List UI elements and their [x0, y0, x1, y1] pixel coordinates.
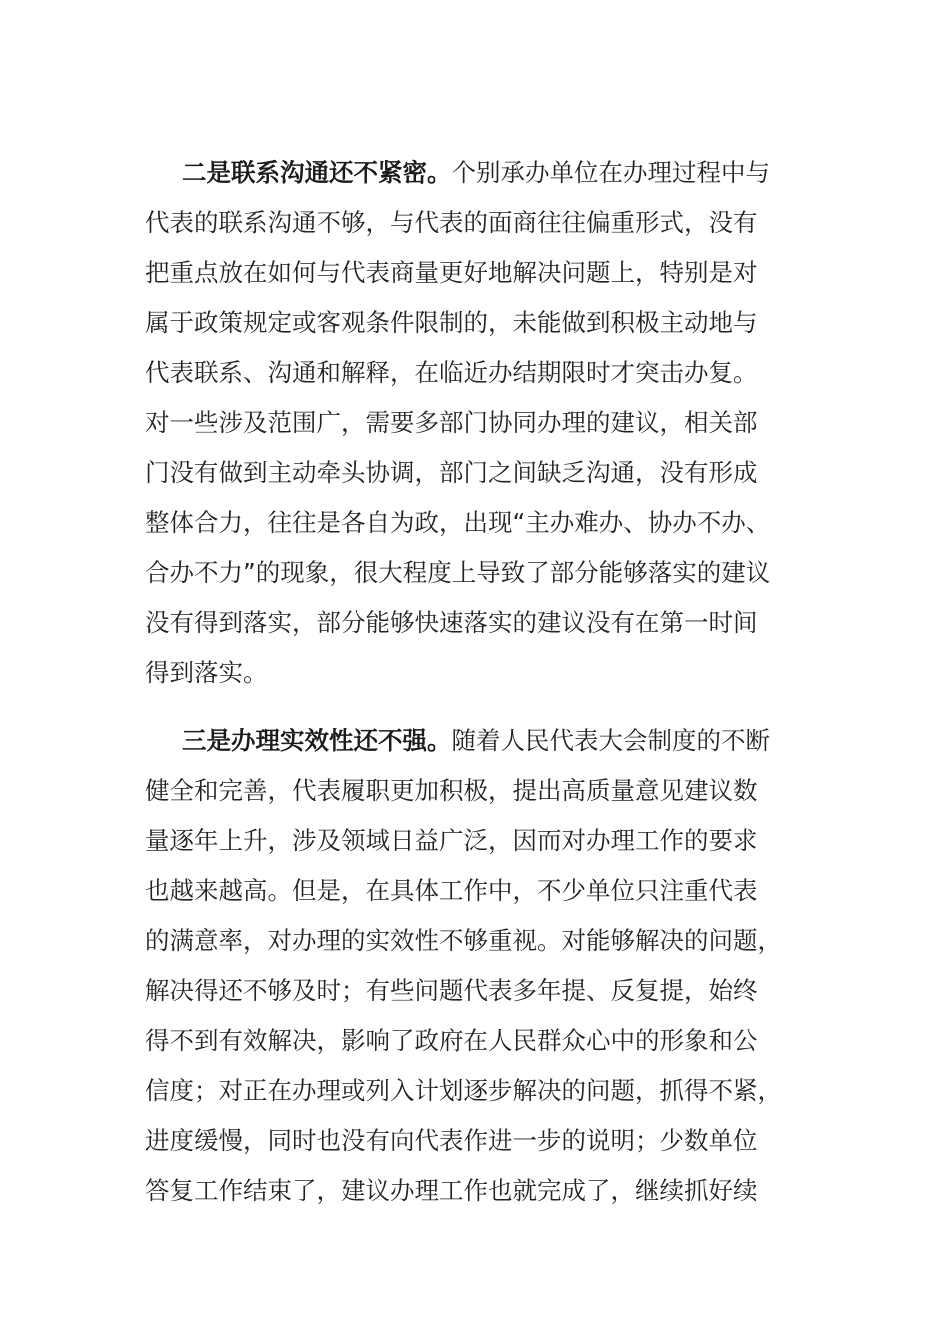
- text-line: 属于政策规定或客观条件限制的，未能做到积极主动地与: [145, 308, 758, 337]
- text-line: 得到落实。: [145, 658, 268, 687]
- text-line: 整体合力，往往是各自为政，出现“主办难办、协办不办、: [145, 508, 771, 537]
- text-line: 解决得还不够及时；有些问题代表多年提、反复提，始终: [145, 976, 758, 1005]
- text-line: 合办不力”的现象，很大程度上导致了部分能够落实的建议: [145, 558, 771, 587]
- line-text: 个别承办单位在办理过程中与: [451, 158, 770, 187]
- text-line: [145, 148, 805, 198]
- text-line: 答复工作结束了，建议办理工作也就完成了，继续抓好续: [145, 1176, 758, 1205]
- text-line: 信度；对正在办理或列入计划逐步解决的问题，抓得不紧，: [145, 1076, 782, 1105]
- text-line: 得不到有效解决，影响了政府在人民群众心中的形象和公: [145, 1026, 758, 1055]
- paragraph-lead: 三是办理实效性还不强。: [182, 726, 452, 755]
- text-line: 健全和完善，代表履职更加积极，提出高质量意见建议数: [145, 776, 758, 805]
- text-line: 把重点放在如何与代表商量更好地解决问题上，特别是对: [145, 258, 758, 287]
- text-line: 没有得到落实，部分能够快速落实的建议没有在第一时间: [145, 608, 758, 637]
- text-line: 代表联系、沟通和解释，在临近办结期限时才突击办复。: [145, 358, 758, 387]
- text-line: 进度缓慢，同时也没有向代表作进一步的说明；少数单位: [145, 1126, 758, 1155]
- text-line: 的满意率，对办理的实效性不够重视。对能够解决的问题，: [145, 926, 782, 955]
- text-line: 量逐年上升，涉及领域日益广泛，因而对办理工作的要求: [145, 826, 758, 855]
- text-line: 代表的联系沟通不够，与代表的面商往往偏重形式，没有: [145, 208, 758, 237]
- text-line: 对一些涉及范围广，需要多部门协同办理的建议，相关部: [145, 408, 758, 437]
- paragraph-lead: 二是联系沟通还不紧密。: [182, 158, 452, 187]
- line-text: 随着人民代表大会制度的不断: [451, 726, 770, 755]
- text-line: 也越来越高。但是，在具体工作中，不少单位只注重代表: [145, 876, 758, 905]
- paragraph-contact-communication: [145, 148, 805, 698]
- text-line: [145, 716, 805, 766]
- text-line: 门没有做到主动牵头协调，部门之间缺乏沟通，没有形成: [145, 458, 758, 487]
- document-body: [145, 148, 805, 1216]
- paragraph-handling-effectiveness: [145, 716, 805, 1216]
